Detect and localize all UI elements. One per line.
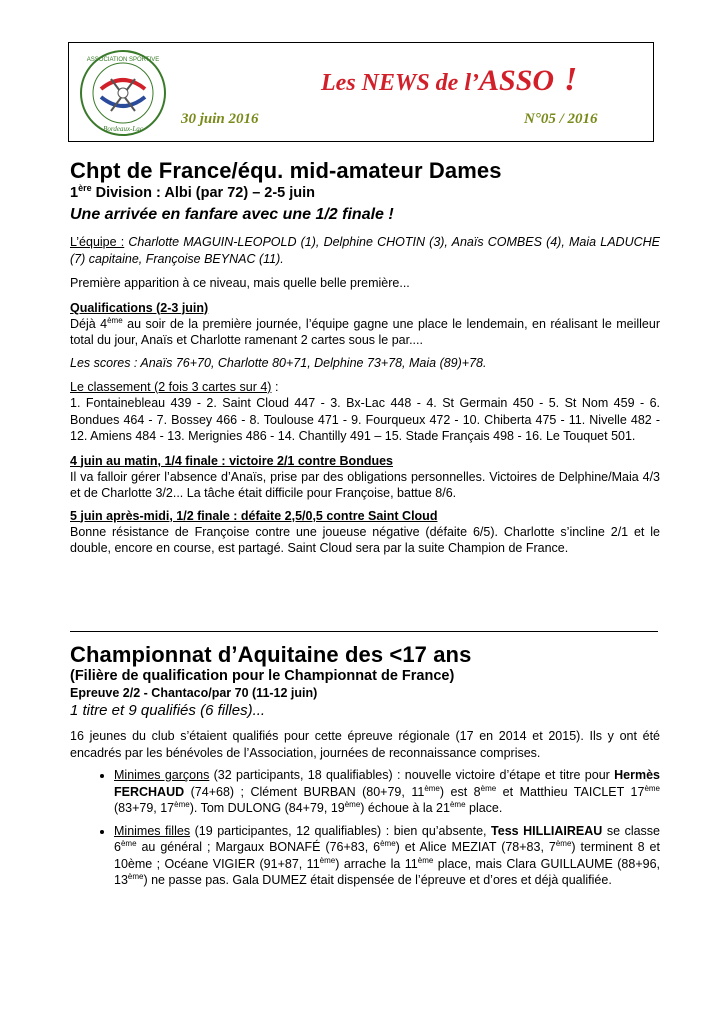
issue-date: 30 juin 2016 [181, 111, 259, 127]
quarter-final-title: 4 juin au matin, 1/4 finale : victoire 2/1 contre Bondues [70, 453, 393, 468]
section2-subtitle: (Filière de qualification pour le Championnat de France) [70, 668, 455, 684]
qualif-title: Qualifications (2-3 juin) [70, 300, 209, 315]
team-paragraph: L’équipe : Charlotte MAGUIN-LEOPOLD (1), Delphine CHOTIN (3), Anaïs COMBES (4), Maia LADUCHE (7) capitaine, Françoise BEYNAC (11). [70, 235, 660, 266]
list-item-minimes-garcons: • Minimes garçons (32 participants, 18 qualifiables) : nouvelle victoire d’étape et titre pour Hermès FERCHAUD (74+68) ; Clément BURBAN (80+79, 11ème) est 8ème et Matthieu TAICLET 17ème (83+79, 17ème). Tom DULONG (84+79, 19ème) échoue à la 21ème place. [114, 767, 660, 817]
intro-paragraph: Première apparition à ce niveau, mais quelle belle première... [70, 276, 410, 290]
svg-text:ASSOCIATION SPORTIVE: ASSOCIATION SPORTIVE [86, 57, 160, 63]
semi-final-paragraph: Bonne résistance de Françoise contre une joueuse négative (défaite 6/5). Charlotte s’incline 2/1 et le double, encore en course, est partagé. Saint Cloud sera par la suite Champion de France. [70, 524, 660, 555]
association-logo [79, 49, 167, 137]
section1-tagline: Une arrivée en fanfare avec une 1/2 finale ! [70, 206, 394, 223]
svg-text:Bordeaux-Lac: Bordeaux-Lac [103, 125, 143, 133]
newsletter-header [68, 42, 654, 142]
classement-paragraph: 1. Fontainebleau 439 - 2. Saint Cloud 447 - 3. Bx-Lac 448 - 4. St Germain 450 - 5. St Nom 459 - 6. Bondues 464 - 7. Bossey 466 - 8. Toulouse 471 - 9. Fourqueux 472 - 10. Chiberta 475 - 11. Nivelle 482 - 12. Amiens 484 - 13. Merignies 486 - 14. Chantilly 491 – 15. Stade Français 498 - 16. Le Touquet 501. [70, 396, 660, 443]
semi-final-title: 5 juin après-midi, 1/2 finale : défaite 2,5/0,5 contre Saint Cloud [70, 508, 438, 523]
section2-tagline: 1 titre et 9 qualifiés (6 filles)... [70, 702, 266, 719]
section1-subtitle: 1ère Division : Albi (par 72) – 2-5 juin [70, 183, 316, 201]
section2-title: Championnat d’Aquitaine des <17 ans [70, 642, 472, 667]
classement-title: Le classement (2 fois 3 cartes sur 4) : [70, 380, 279, 394]
section1-title: Chpt de France/équ. mid-amateur Dames [70, 158, 502, 183]
scores-paragraph: Les scores : Anaïs 76+70, Charlotte 80+71, Delphine 73+78, Maia (89)+78. [70, 355, 487, 370]
quarter-final-paragraph: Il va falloir gérer l’absence d’Anaïs, prise par des obligations personnelles. Victoires de Delphine/Maia 4/3 et de Charlotte 3/2... La tâche était difficile pour Françoise, battue 8/6. [70, 469, 660, 500]
list-item-minimes-filles: • Minimes filles (19 participantes, 12 qualifiables) : bien qu’absente, Tess HILLIAIREAU se classe 6ème au général ; Margaux BONAFÉ (76+83, 6ème) et Alice MEZIAT (78+83, 7ème) terminent 8 et 10ème ; Océane VIGIER (91+87, 11ème) arrache la 11ème place, mais Clara GUILLAUME (88+96, 13ème) ne passe pas. Gala DUMEZ était dispensée de l’épreuve et d’ores et déjà qualifiée. [114, 823, 660, 889]
section2 [70, 642, 660, 895]
newsletter-body [70, 158, 661, 887]
results-list [70, 767, 660, 889]
section-divider [70, 631, 658, 632]
masthead-title: Les NEWS de l’ASSO ! [321, 61, 578, 98]
section2-intro: 16 jeunes du club s’étaient qualifiés pour cette épreuve régionale (17 en 2014 et 2015). Ils y ont été encadrés par les bénévoles de l’Association, journées de reconnaissance comprises. [70, 729, 660, 760]
issue-number: N°05 / 2016 [524, 111, 598, 127]
qualif-paragraph: Déjà 4ème au soir de la première journée, l’équipe gagne une place le lendemain, en réalisant le meilleur total du jour, Anaïs et Charlotte ramenant 2 cartes sous le par.... [70, 315, 660, 347]
section2-event: Epreuve 2/2 - Chantaco/par 70 (11-12 juin) [70, 686, 318, 700]
